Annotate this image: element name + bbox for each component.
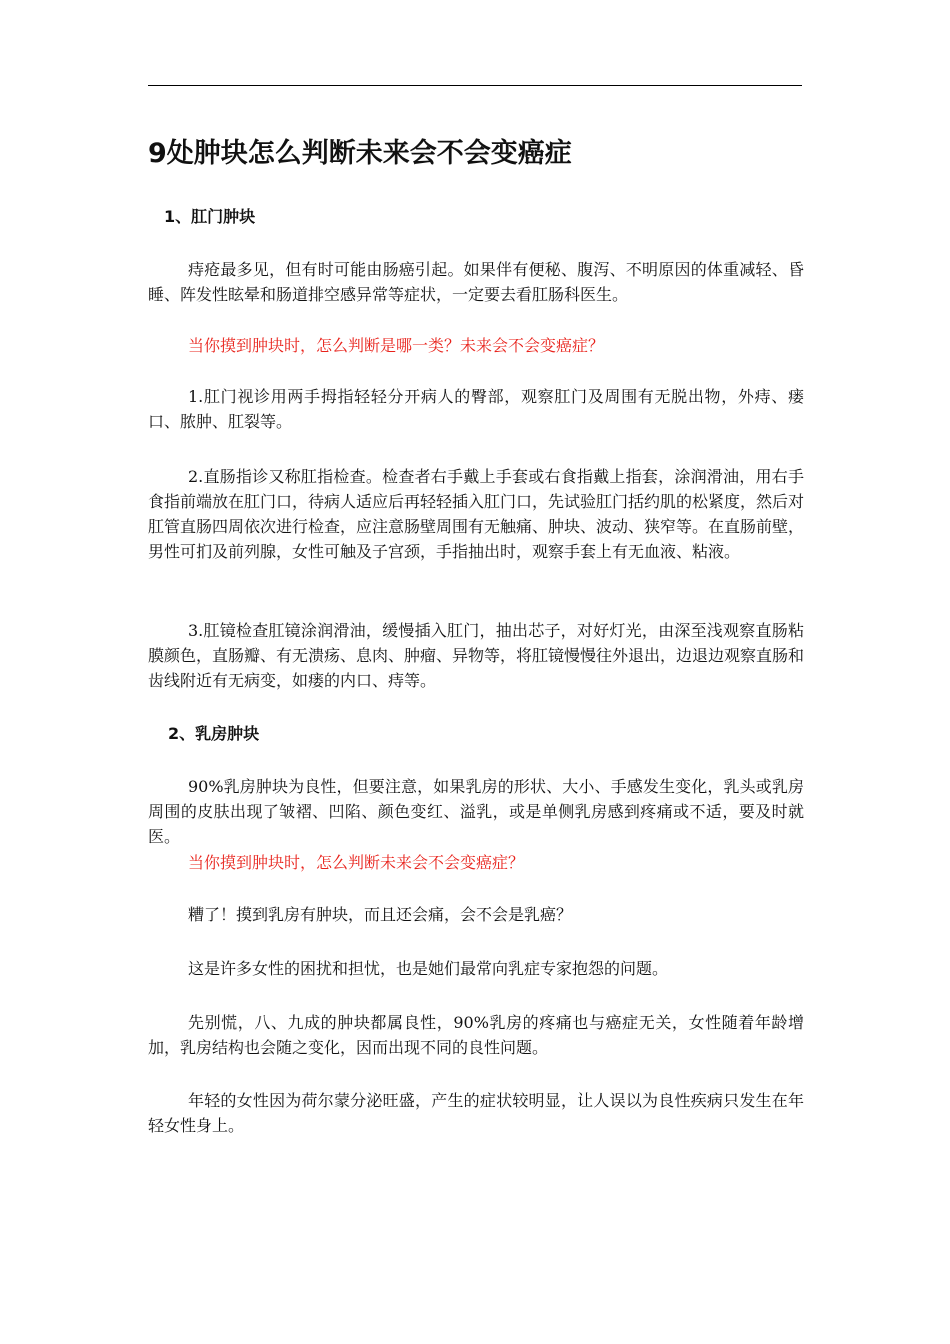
section-2-paragraph: 这是许多女性的困扰和担忧，也是她们最常向乳症专家抱怨的问题。 — [188, 959, 669, 978]
section-heading-anal-lump: 1、肛门肿块 — [164, 207, 256, 226]
header-rule — [148, 85, 802, 86]
section-heading-breast-lump: 2、乳房肿块 — [168, 724, 260, 743]
document-title: 9处肿块怎么判断未来会不会变癌症 — [148, 138, 572, 169]
section-2-paragraph: 年轻的女性因为荷尔蒙分泌旺盛，产生的症状较明显，让人误以为良性疾病只发生在年轻女性身上。 — [148, 1091, 804, 1135]
section-2-intro-paragraph: 90%乳房肿块为良性，但要注意，如果乳房的形状、大小、手感发生变化，乳头或乳房周围的皮肤出现了皱褶、凹陷、颜色变红、溢乳，或是单侧乳房感到疼痛或不适，要及时就医。 — [148, 777, 804, 846]
section-1-intro-paragraph: 痔疮最多见，但有时可能由肠癌引起。如果伴有便秘、腹泻、不明原因的体重减轻、昏睡、阵发性眩晕和肠道排空感异常等症状，一定要去看肛肠科医生。 — [148, 260, 804, 304]
section-1-question-highlight: 当你摸到肿块时，怎么判断是哪一类？未来会不会变癌症？ — [188, 336, 605, 355]
section-2-paragraph: 先别慌，八、九成的肿块都属良性，90%乳房的疼痛也与癌症无关，女性随着年龄增加，乳房结构也会随之变化，因而出现不同的良性问题。 — [148, 1013, 804, 1057]
section-1-paragraph: 1.肛门视诊用两手拇指轻轻分开病人的臀部，观察肛门及周围有无脱出物，外痔、瘘口、脓肿、肛裂等。 — [148, 387, 804, 431]
section-1-paragraph: 2.直肠指诊又称肛指检查。检查者右手戴上手套或右食指戴上指套，涂润滑油，用右手食指前端放在肛门口，待病人适应后再轻轻插入肛门口，先试验肛门括约肌的松紧度，然后对肛管直肠四周依次进行检查，应注意肠壁周围有无触痛、肿块、波动、狭窄等。在直肠前壁，男性可扪及前列腺，女性可触及子宫颈，手指抽出时，观察手套上有无血液、粘液。 — [148, 467, 805, 561]
section-2-paragraph: 糟了！摸到乳房有肿块，而且还会痛，会不会是乳癌？ — [188, 905, 573, 924]
section-2-question-highlight: 当你摸到肿块时，怎么判断未来会不会变癌症？ — [188, 853, 525, 872]
section-1-paragraph: 3.肛镜检查肛镜涂润滑油，缓慢插入肛门，抽出芯子，对好灯光，由深至浅观察直肠粘膜颜色，直肠瓣、有无溃疡、息肉、肿瘤、异物等，将肛镜慢慢往外退出，边退边观察直肠和齿线附近有无病变，如瘘的内口、痔等。 — [148, 621, 805, 690]
